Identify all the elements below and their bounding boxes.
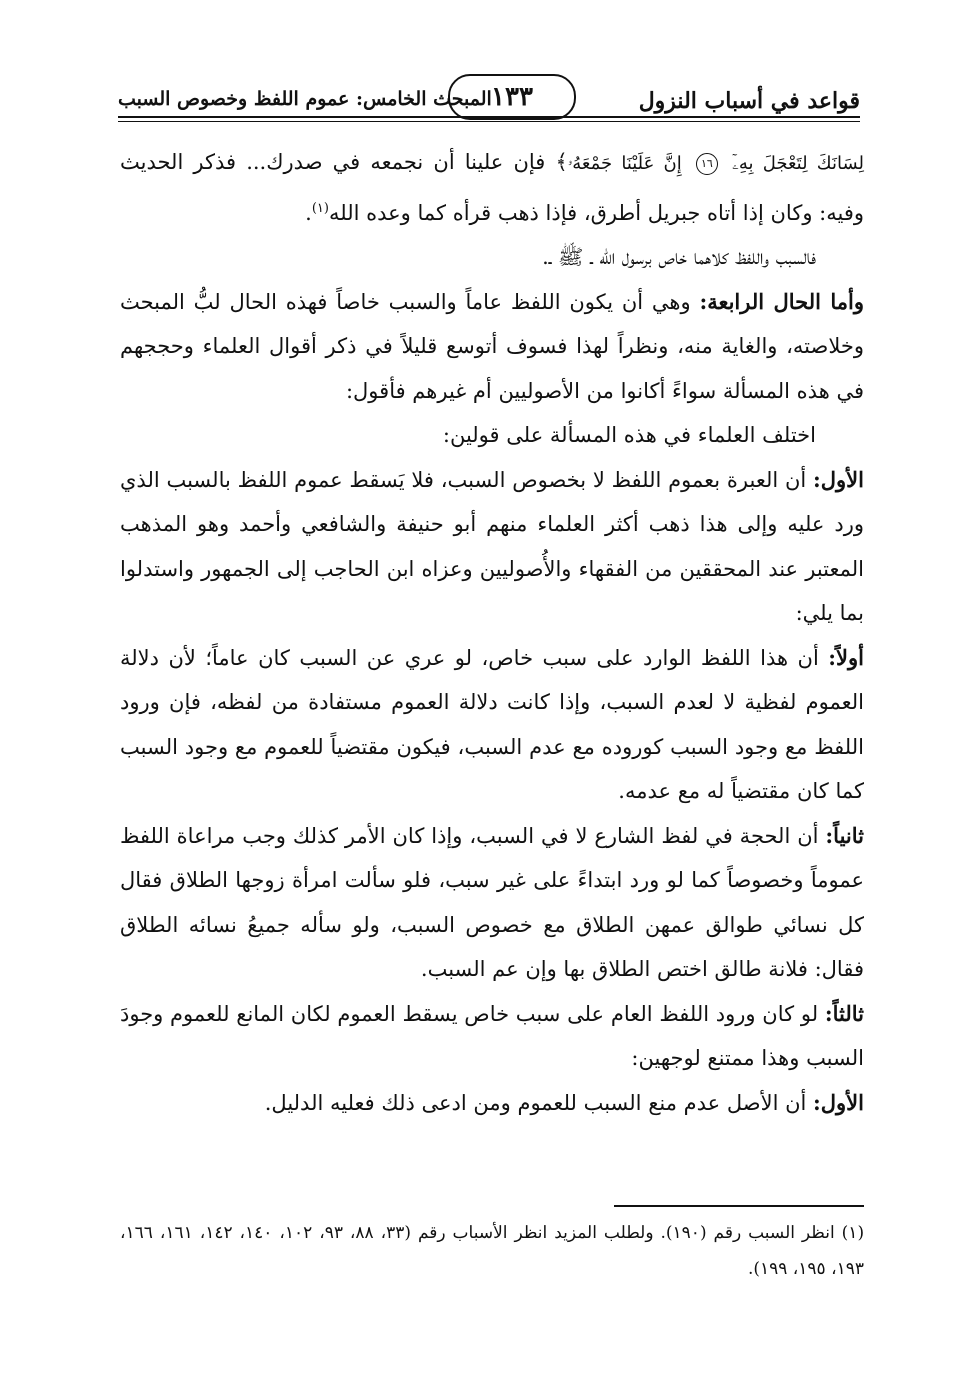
footnote-ref-1: (١) [311,200,329,216]
paragraph-3-text: وهي أن يكون اللفظ عاماً والسبب خاصاً فهذه الحال لبُّ المبحث وخلاصته، والغاية منه، ونظراً لهذا فسوف أتوسع قليلاً في ذكر أقوال العلماء وحججهم في هذه المسألة سواءً أكانوا من الأصوليين أم غيرهم فأقول: [120,289,864,403]
paragraph-9-lead: الأول: [813,1089,864,1115]
ayah-number-mark: ١٦ [696,153,718,175]
paragraph-6-text: أن هذا اللفظ الوارد على سبب خاص، لو عري عن السبب كان عاماً؛ لأن دلالة العموم لفظية لا لعدم السبب، وإذا كانت دلالة العموم مستفادة من لفظه، فإن ورود اللفظ مع وجود السبب كوروده مع عدم السبب، فيكون مقتضياً للعموم مع وجود السبب كما كان مقتضياً له مع عدمه. [120,645,864,803]
page-number: ١٣٣ [448,74,576,120]
paragraph-6-lead: أولاً: [828,644,864,670]
footnote-1: (١) انظر السبب رقم (١٩٠). ولطلب المزيد انظر الأسباب رقم (٣٣، ٨٨، ٩٣، ١٠٢، ١٤٠، ١٤٢، ١٦١، ١٦٦، ١٩٣، ١٩٥، ١٩٩). [120,1223,865,1279]
paragraph-5-lead: الأول: [813,466,864,492]
header-rule [118,116,860,118]
paragraph-4: اختلف العلماء في هذه المسألة على قولين: [442,423,816,447]
paragraph-2: فالسبب واللفظ كلاهما خاص برسول الله ـ ﷺ ـ. [542,245,816,269]
paragraph-8 [120,992,864,1081]
paragraph-5-text: أن العبرة بعموم اللفظ لا بخصوص السبب، فلا يَسقط عموم اللفظ بالسبب الذي ورد عليه وإلى هذا ذهب أكثر العلماء منهم أبو حنيفة والشافعي وأحمد وهو المذهب المعتبر عند المحققين من الفقهاء والأُصوليين وعزاه ابن الحاجب إلى الجمهور واستدلوا بما يلي: [120,467,864,625]
quran-verse-2: إِنَّ عَلَيْنَا جَمْعَهُۥ [567,153,682,174]
section-title: المبحث الخامس: عموم اللفظ وخصوص السبب [118,88,492,110]
header-rule-inner [118,121,860,122]
paragraph-7 [120,814,864,992]
paragraph-9 [120,1081,864,1126]
paragraph-1 [120,140,864,235]
paragraph-3-lead: وأما الحال الرابعة: [699,288,864,314]
main-text [120,140,864,1125]
paragraph-3 [120,280,864,414]
book-title: قواعد في أسباب النزول [638,88,860,114]
paragraph-9-text: أن الأصل عدم منع السبب للعموم ومن ادعى ذلك فعليه الدليل. [264,1090,807,1115]
footnote-separator [614,1205,864,1207]
quran-verse: لِسَانَكَ لِتَعْجَلَ بِهِۦٓ [732,153,864,174]
paragraph-8-lead: ثالثاً: [824,1000,865,1026]
paragraph-1-text: ﴾ فإن علينا أن نجمعه في صدرك... فذكر الحديث وفيه: وكان إذا أتاه جبريل أطرق، فإذا ذهب قرأه كما وعده الله [120,150,864,225]
paragraph-8-text: لو كان ورود اللفظ العام على سبب خاص يسقط العموم لكان المانع للعموم وجودَ السبب وهذا ممتنع لوجهين: [120,1001,864,1070]
paragraph-7-lead: ثانياً: [825,822,864,848]
paragraph-5 [120,458,864,636]
paragraph-1-end: . [305,200,312,225]
paragraph-7-text: أن الحجة في لفظ الشارع لا في السبب، وإذا كان الأمر كذلك وجب مراعاة اللفظ عموماً وخصوصاً كما لو ورد ابتداءً على غير سبب، فلو سألت امرأة زوجها الطلاق فقال كل نسائي طوالق عمهن الطلاق مع خصوص السبب، ولو سأله جميعُ نسائه الطلاق فقال: فلانة طالق اختص الطلاق بها وإن عم السبب. [120,823,864,981]
page-header [118,66,860,134]
paragraph-6 [120,636,864,814]
